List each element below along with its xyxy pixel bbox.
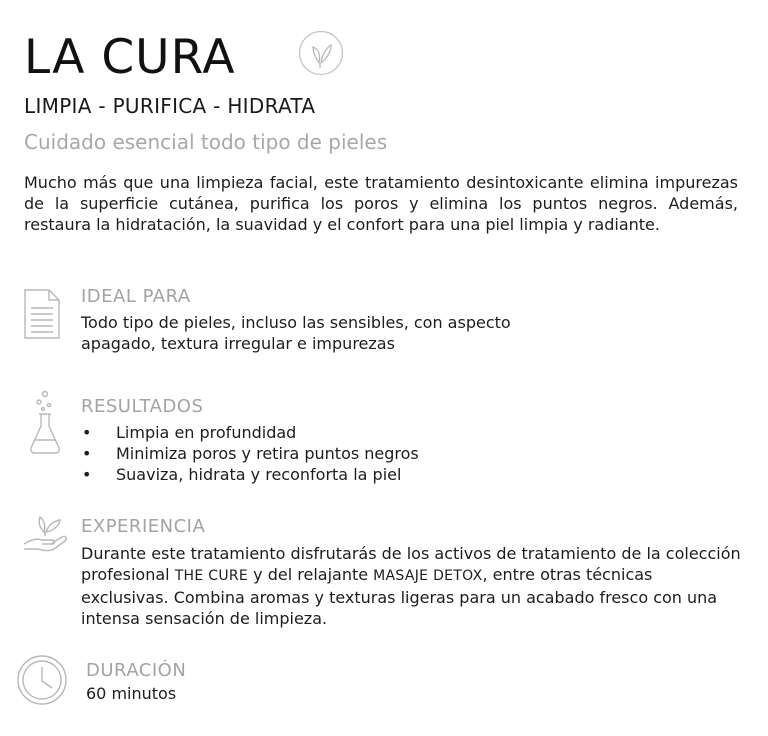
document-icon bbox=[23, 288, 61, 340]
brand-masaje-detox: MASAJE DETOX bbox=[373, 568, 483, 584]
tagline: LIMPIA - PURIFICA - HIDRATA bbox=[24, 94, 316, 118]
experience-text: Durante este tratamiento disfrutarás de los activos de tratamiento de la colección profesional THE CURE y del relajante MASAJE DETOX, entre otras técnicas exclusivas. Combina aromas y texturas ligeras para un acabado fresco con una intensa sensación de limpieza. bbox=[81, 544, 741, 628]
list-item: • Suaviza, hidrata y reconforta la piel bbox=[80, 464, 419, 485]
duration-value: 60 minutos bbox=[86, 684, 177, 703]
ideal-text-line-1: Todo tipo de pieles, incluso las sensibles, con aspecto bbox=[81, 313, 511, 332]
ideal-heading: IDEAL PARA bbox=[81, 286, 191, 307]
leaf-badge-icon bbox=[298, 30, 344, 76]
brand-the-cure: THE CURE bbox=[174, 568, 249, 584]
ideal-text-line-2: apagado, textura irregular e impurezas bbox=[81, 334, 395, 353]
list-item: • Limpia en profundidad bbox=[80, 422, 419, 443]
list-item: • Minimiza poros y retira puntos negros bbox=[80, 443, 419, 464]
subtitle: Cuidado esencial todo tipo de pieles bbox=[24, 130, 388, 154]
duration-heading: DURACIÓN bbox=[86, 660, 187, 681]
page-title: LA CURA bbox=[24, 30, 236, 85]
hand-leaf-icon bbox=[22, 514, 70, 552]
results-heading: RESULTADOS bbox=[81, 396, 204, 417]
results-list bbox=[80, 422, 419, 485]
intro-paragraph: Mucho más que una limpieza facial, este tratamiento desintoxicante elimina impurezas de la superficie cutánea, purifica los poros y elimina los puntos negros. Además, restaura la hidratación, la suavidad y el confort para una piel limpia y radiante. bbox=[24, 173, 738, 234]
clock-icon bbox=[16, 654, 68, 706]
flask-icon bbox=[27, 390, 63, 456]
experience-heading: EXPERIENCIA bbox=[81, 516, 206, 537]
